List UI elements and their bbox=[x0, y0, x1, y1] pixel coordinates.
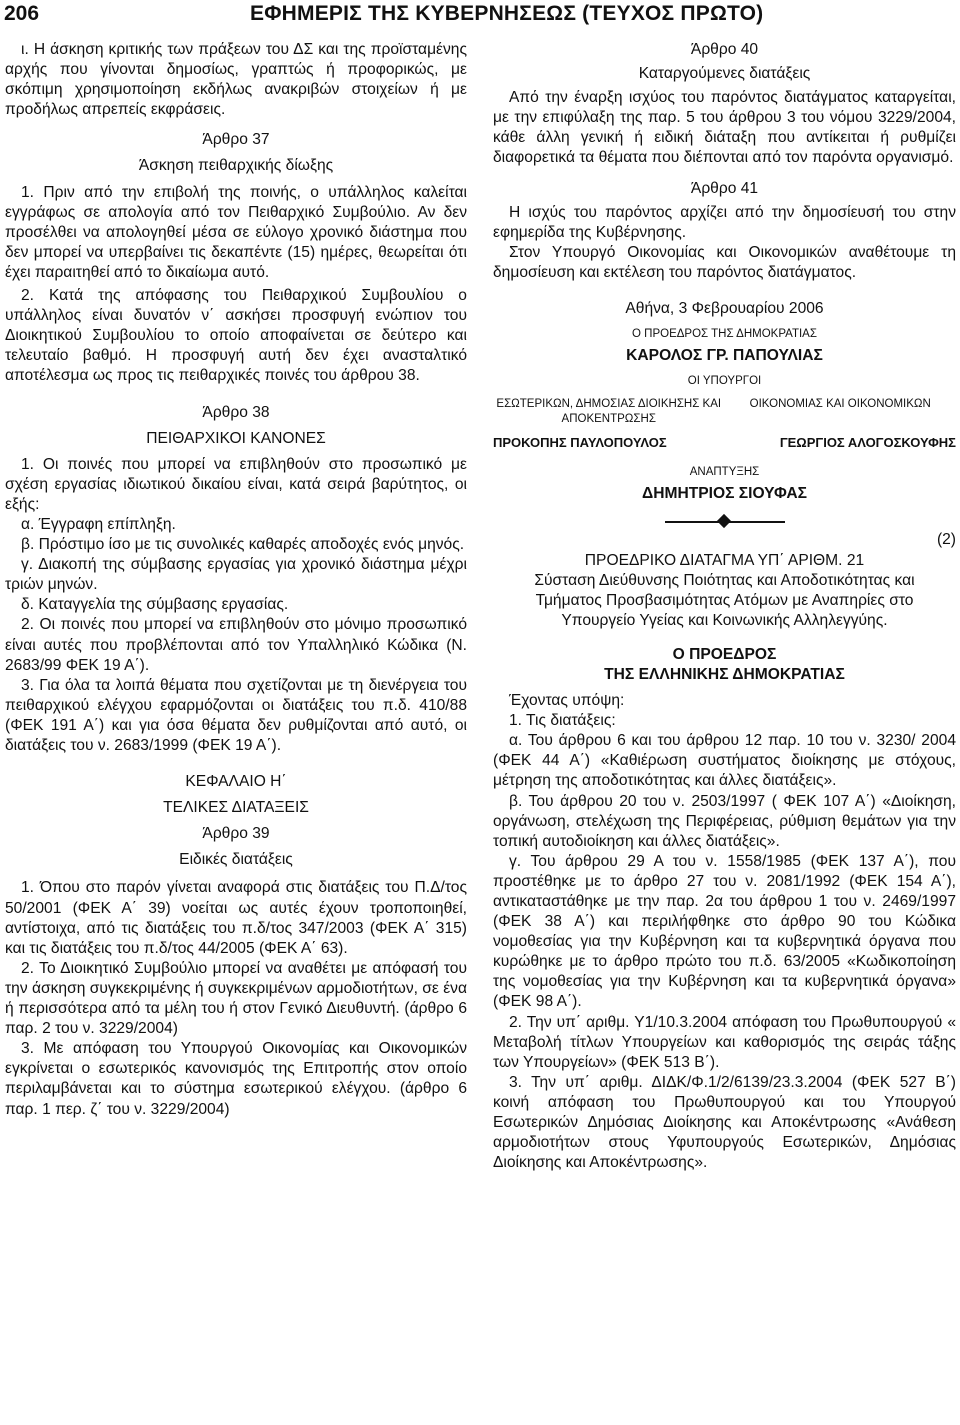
place-date: Αθήνα, 3 Φεβρουαρίου 2006 bbox=[625, 300, 824, 318]
diamond-icon bbox=[716, 514, 730, 528]
paragraph: 3. Με απόφαση του Υπουργού Οικονομίας και Οικονομικών εγκρίνεται ο εσωτερικός κανονισμός της Επιτροπής στον οποίο περιλαμβάνεται και το σύστημα εσωτερικού ελέγχου. (άρθρο 6 παρ. 1 περ. ζ΄ του ν. 3229/2004) bbox=[5, 1040, 467, 1118]
page-number: 206 bbox=[4, 2, 40, 25]
chapter-title: ΤΕΛΙΚΕΣ ΔΙΑΤΑΞΕΙΣ bbox=[163, 799, 309, 817]
paragraph: Στον Υπουργό Οικονομίας και Οικονομικών αναθέτουμε τη δημοσίευση και εκτέλεση του παρόντος διατάγματος. bbox=[493, 243, 956, 281]
paragraph: α. Του άρθρου 6 και του άρθρου 12 παρ. 10 του ν. 3230/ 2004 (ΦΕΚ 44 Α΄) «Καθιέρωση συστήματος διοίκησης με στόχους, μέτρηση της αποδοτικότητας και άλλες διατάξεις». bbox=[493, 732, 956, 790]
decree-subject: Σύσταση Διεύθυνσης Ποιότητας και Αποδοτικότητας και Τμήματος Προσβασιμότητας Ατόμων με Αναπηρίες στο Υπουργείο Υγείας και Κοινωνικής Αλληλεγγύης. bbox=[534, 571, 915, 629]
page-header bbox=[0, 0, 960, 40]
article-heading: Άρθρο 40 bbox=[690, 41, 759, 58]
minister-name: ΓΕΩΡΓΙΟΣ ΑΛΟΓΟΣΚΟΥΦΗΣ bbox=[779, 435, 956, 451]
president-title: Ο ΠΡΟΕΔΡΟΣ ΤΗΣ ΔΗΜΟΚΡΑΤΙΑΣ bbox=[632, 328, 817, 341]
minister-name: ΔΗΜΗΤΡΙΟΣ ΣΙΟΥΦΑΣ bbox=[642, 485, 807, 503]
right-column bbox=[493, 40, 956, 1173]
article-heading: Άρθρο 38 bbox=[202, 403, 270, 421]
document-number: (2) bbox=[936, 531, 956, 549]
ministers-heading: ΟΙ ΥΠΟΥΡΓΟΙ bbox=[687, 375, 762, 388]
paragraph: 3. Για όλα τα λοιπά θέματα που σχετίζονται με τη διενέργεια του πειθαρχικού ελέγχου εφαρμόζονται οι διατάξεις του π.δ. 410/88 (ΦΕΚ 191 Α΄) και για όσα θέματα δεν ρυθμίζονται από αυτό, οι διατάξεις του ν. 2683/1999 (ΦΕΚ 19 Α΄). bbox=[5, 676, 467, 754]
paragraph: 3. Την υπ΄ αριθμ. ΔΙΔΚ/Φ.1/2/6139/23.3.2004 (ΦΕΚ 527 Β΄) κοινή απόφαση του Πρωθυπουργού και του Υπουργού Εσωτερικών Δημόσιας Διοίκησης και Αποκέντρωσης «Ανάθεση αρμοδιοτήτων στους Υφυπουργούς Εσωτερικών, Δημόσιας Διοίκησης και Αποκέντρωσης». bbox=[493, 1073, 956, 1172]
list-item: γ. Διακοπή της σύμβασης εργασίας για χρονικό διάστημα μέχρι τριών μηνών. bbox=[5, 556, 467, 594]
paragraph: β. Του άρθρου 20 του ν. 2503/1997 ( ΦΕΚ 107 Α΄) «Διοίκηση, οργάνωση, στελέχωση της Περιφέρειας, ρύθμιση θεμάτων για την τοπική αυτοδιοίκηση και άλλες διατάξεις». bbox=[493, 792, 956, 850]
president-heading: Ο ΠΡΟΕΔΡΟΣ bbox=[672, 645, 777, 663]
president-name: ΚΑΡΟΛΟΣ ΓΡ. ΠΑΠΟΥΛΙΑΣ bbox=[626, 347, 823, 365]
ministers-names bbox=[493, 433, 956, 453]
paragraph: 2. Οι ποινές που μπορεί να επιβληθούν στο μόνιμο προσωπικό είναι αυτές που προβλέπονται από τον Υπαλληλικό Κώδικα (Ν. 2683/99 ΦΕΚ 19 Α΄). bbox=[5, 616, 467, 674]
list-item: β. Πρόστιμο ίσο με τις συνολικές καθαρές αποδοχές ενός μηνός. bbox=[21, 536, 465, 554]
article-title: Άσκηση πειθαρχικής δίωξης bbox=[138, 157, 334, 175]
article-title: ΠΕΙΘΑΡΧΙΚΟΙ ΚΑΝΟΝΕΣ bbox=[146, 429, 326, 447]
section-divider bbox=[665, 514, 785, 528]
left-column bbox=[5, 40, 467, 1120]
paragraph: 1. Τις διατάξεις: bbox=[509, 712, 616, 730]
list-item: α. Έγγραφη επίπληξη. bbox=[21, 515, 176, 533]
article-heading: Άρθρο 37 bbox=[202, 131, 270, 149]
paragraph: γ. Του άρθρου 29 Α του ν. 1558/1985 (ΦΕΚ 137 Α΄), που προστέθηκε με το άρθρο 27 του ν. 2081/1992 (ΦΕΚ 154 Α΄), αντικαταστάθηκε με την παρ. 2α του άρθρου 1 του ν. 2469/1997 (ΦΕΚ 38 Α΄) και περιλήφθηκε στο άρθρο 90 του Κώδικα νομοθεσίας για την Κυβέρνηση και τα κυβερνητικά όργανα που κυρώθηκε με το άρθρο πρώτο του π.δ. 63/2005 «Κωδικοποίηση της νομοθεσίας για την Κυβέρνηση και τα κυβερνητικά όργανα» (ΦΕΚ 98 Α΄). bbox=[493, 852, 956, 1011]
ministers-titles bbox=[493, 397, 956, 427]
minister-title: ΑΝΑΠΤΥΞΗΣ bbox=[689, 466, 760, 479]
list-item: δ. Καταγγελία της σύμβασης εργασίας. bbox=[21, 596, 289, 614]
paragraph: 1. Οι ποινές που μπορεί να επιβληθούν στο προσωπικό με σχέση εργασίας ιδιωτικού δικαίου είναι, κατά σειρά βαρύτητος, οι εξής: bbox=[5, 455, 467, 513]
article-title: Καταργούμενες διατάξεις bbox=[638, 65, 811, 83]
decree-title: ΠΡΟΕΔΡΙΚΟ ΔΙΑΤΑΓΜΑ ΥΠ΄ ΑΡΙΘΜ. 21 bbox=[584, 551, 865, 569]
gazette-title: ΕΦΗΜΕΡΙΣ ΤΗΣ ΚΥΒΕΡΝΗΣΕΩΣ (ΤΕΥΧΟΣ ΠΡΩΤΟ) bbox=[250, 2, 764, 25]
article-heading: Άρθρο 39 bbox=[202, 825, 270, 843]
minister-title: ΕΣΩΤΕΡΙΚΩΝ, ΔΗΜΟΣΙΑΣ ΔΙΟΙΚΗΣΗΣ ΚΑΙ ΑΠΟΚΕΝΤΡΩΣΗΣ bbox=[496, 398, 722, 426]
article-heading: Άρθρο 41 bbox=[690, 179, 759, 197]
article-title: Ειδικές διατάξεις bbox=[179, 851, 293, 869]
minister-name: ΠΡΟΚΟΠΗΣ ΠΑΥΛΟΠΟΥΛΟΣ bbox=[493, 435, 667, 451]
paragraph: 2. Την υπ΄ αριθμ. Υ1/10.3.2004 απόφαση του Πρωθυπουργού « Μεταβολή τίτλων Υπουργείων και καθορισμός της σειράς τάξης των Υπουργείων» (ΦΕΚ 513 Β΄). bbox=[493, 1013, 956, 1071]
paragraph: 2. Κατά της απόφασης του Πειθαρχικού Συμβουλίου ο υπάλληλος είναι δυνατόν ν΄ ασκήσει προσφυγή ενώπιον του Διοικητικού Συμβουλίου το οποίο αποφαίνεται σε δεύτερο και τελευταίο βαθμό. Η προσφυγή αυτή δεν έχει ανασταλτικό αποτέλεσμα ως προς τις πειθαρχικές ποινές του άρθρου 38. bbox=[5, 287, 467, 385]
paragraph: 2. Το Διοικητικό Συμβούλιο μπορεί να αναθέτει με απόφασή του την άσκηση συγκεκριμένης ή συγκεκριμένων αρμοδιοτήτων, σε ένα ή περισσότερα από τα μέλη του ή στον Γενικό Διευθυντή. (άρθρο 6 παρ. 2 του ν. 3229/2004) bbox=[5, 959, 467, 1038]
paragraph: Από την έναρξη ισχύος του παρόντος διατάγματος καταργείται, με την επιφύλαξη της παρ. 5 του άρθρου 3 του νόμου 3229/2004, κάθε άλλη γενική ή ειδική διάταξη που αντίκειται ή ρυθμίζει διαφορετικά τα θέματα που διέπονται από τον παρόντα οργανισμό. bbox=[493, 89, 956, 167]
paragraph: 1. Πριν από την επιβολή της ποινής, ο υπάλληλος καλείται εγγράφως σε απολογία από τον Πειθαρχικό Συμβούλιο. Αν δεν προσέλθει να απολογηθεί μέσα σε εύλογο χρονικό διάστημα που δεν μπορεί να υπερβαίνει τις δεκαπέντε (15) ημέρες, θεωρείται ότι έχει παραιτηθεί από το δικαίωμα αυτό. bbox=[5, 183, 467, 281]
paragraph: 1. Όπου στο παρόν γίνεται αναφορά στις διατάξεις του Π.Δ/τος 50/2001 (ΦΕΚ Α΄ 39) νοείται ως αυτές έχουν τροποποιηθεί, αντίστοιχα, από τις διατάξεις του π.δ/τος 347/2003 (ΦΕΚ Α΄ 315) και τις διατάξεις του π.δ/τος 44/2005 (ΦΕΚ Α΄ 63). bbox=[5, 879, 467, 957]
paragraph: Έχοντας υπόψη: bbox=[509, 692, 625, 710]
president-heading: ΤΗΣ ΕΛΛΗΝΙΚΗΣ ΔΗΜΟΚΡΑΤΙΑΣ bbox=[604, 665, 845, 683]
minister-title: ΟΙΚΟΝΟΜΙΑΣ ΚΑΙ ΟΙΚΟΝΟΜΙΚΩΝ bbox=[749, 398, 931, 411]
paragraph: Η ισχύς του παρόντος αρχίζει από την δημοσίευσή του στην εφημερίδα της Κυβέρνησης. bbox=[493, 203, 956, 241]
paragraph: ι. Η άσκηση κριτικής των πράξεων του ΔΣ και της προϊσταμένης αρχής που γίνονται δημοσίως, γραπτώς ή προφορικώς, με σκόπιμη χρησιμοποίηση εκδήλως ανακριβών στοιχείων ή με προδήλως απρεπείς εκφράσεις. bbox=[5, 41, 467, 119]
chapter-heading: ΚΕΦΑΛΑΙΟ Η΄ bbox=[185, 773, 287, 791]
